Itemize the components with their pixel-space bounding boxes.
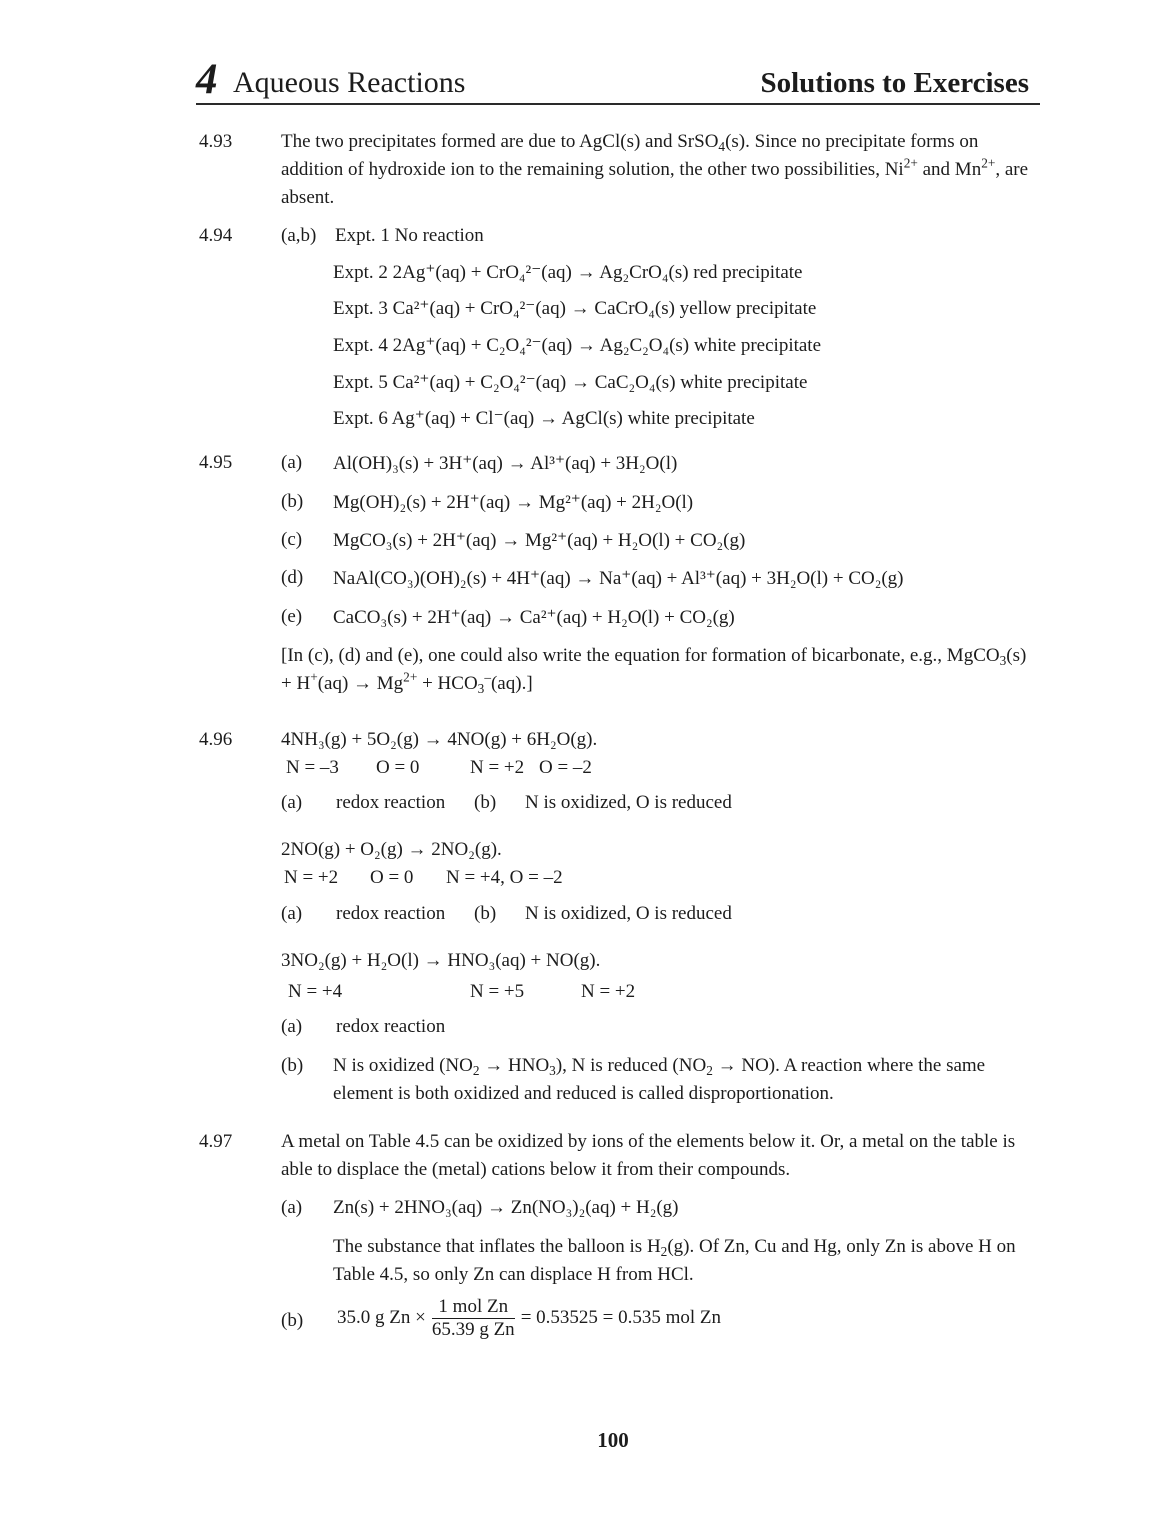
exercise-number: 4.96	[199, 729, 233, 750]
part-label: (a)	[281, 1016, 303, 1037]
fraction-numerator: 1 mol Zn	[432, 1296, 515, 1319]
part-label: (a,b)	[281, 225, 317, 246]
part-label: (a)	[281, 452, 303, 473]
note-text: [In (c), (d) and (e), one could also write the equation for formation of bicarbonate, e.g., MgCO$_3$(s) + $H^+(aq) \to Mg^{2+} + HCO_3^-(aq)$.]	[281, 645, 1027, 696]
part-label: (d)	[281, 567, 304, 588]
answer-text: redox reaction	[336, 792, 446, 813]
equation: Zn(s) + 2HNO₃(aq) → Zn(NO₃)₂(aq) + H₂(g)	[333, 1197, 679, 1218]
experiment-line: Expt. 5 Ca²⁺(aq) + C₂O₄²⁻(aq) → CaC₂O₄(s) white precipitate	[333, 372, 808, 393]
calculation	[337, 1296, 721, 1341]
part-label: (a)	[281, 792, 303, 813]
oxidation-number: N = +4	[288, 981, 343, 1002]
part-label: (a)	[281, 1197, 303, 1218]
equation: CaCO₃(s) + 2H⁺(aq) → Ca²⁺(aq) + H₂O(l) + CO₂(g)	[333, 607, 735, 628]
answer-text: redox reaction	[336, 903, 446, 924]
equation: Mg(OH)₂(s) + 2H⁺(aq) → Mg²⁺(aq) + 2H₂O(l)	[333, 492, 694, 513]
exercise-number: 4.94	[199, 225, 233, 246]
part-label: (b)	[474, 903, 497, 924]
oxidation-number: N = –3	[286, 757, 339, 778]
exercise-number: 4.97	[199, 1131, 233, 1152]
fraction-denominator: 65.39 g Zn	[431, 1319, 515, 1340]
part-label: (b)	[474, 792, 497, 813]
calc-result: = 0.53525 = 0.535 mol Zn	[520, 1306, 722, 1328]
part-label: (c)	[281, 529, 303, 550]
equation: Al(OH)₃(s) + 3H⁺(aq) → Al³⁺(aq) + 3H₂O(l)	[333, 453, 678, 474]
oxidation-number: N = +5	[470, 981, 525, 1002]
exercise-number: 4.95	[199, 452, 233, 473]
experiment-line: Expt. 3 Ca²⁺(aq) + CrO₄²⁻(aq) → CaCrO₄(s) yellow precipitate	[333, 298, 817, 319]
calc-given: 35.0 g Zn ×	[337, 1306, 426, 1328]
equation: 3NO₂(g) + H₂O(l) → HNO₃(aq) + NO(g).	[281, 950, 601, 971]
exercise-text: The two precipitates formed are due to AgCl(s) and SrSO$_4$(s). Since no precipitate forms on addition of hydroxide ion to the remaining solution, the other two possibilities, $Ni^{2+}$ and $Mn^{2+}$, are absent.	[281, 131, 1029, 208]
experiment-line: Expt. 6 Ag⁺(aq) + Cl⁻(aq) → AgCl(s) white precipitate	[333, 408, 755, 429]
oxidation-number: O = –2	[539, 757, 592, 778]
exercise-text: A metal on Table 4.5 can be oxidized by ions of the elements below it. Or, a metal on the table is able to displace the (metal) cations below it from their compounds.	[281, 1131, 1016, 1180]
page-number: 100	[597, 1428, 629, 1452]
part-label: (b)	[281, 1055, 304, 1076]
exercise-number: 4.93	[199, 131, 233, 152]
oxidation-number: O = 0	[370, 867, 414, 888]
experiment-line: Expt. 4 2Ag⁺(aq) + C₂O₄²⁻(aq) → Ag₂C₂O₄(s) white precipitate	[333, 335, 822, 356]
oxidation-number: N = +2	[470, 757, 525, 778]
equation: NaAl(CO₃)(OH)₂(s) + 4H⁺(aq) → Na⁺(aq) + Al³⁺(aq) + 3H₂O(l) + CO₂(g)	[333, 568, 904, 589]
oxidation-number: O = 0	[376, 757, 420, 778]
answer-text: redox reaction	[336, 1016, 446, 1037]
chapter-title: Aqueous Reactions	[233, 66, 466, 99]
chapter-number: 4	[196, 56, 218, 103]
oxidation-number: N = +2	[581, 981, 636, 1002]
answer-text: N is oxidized $(NO_2 \to HNO_3)$, N is reduced $(NO_2 \to NO)$. A reaction where the same element is both oxidized and reduced is called disproportionation.	[333, 1055, 986, 1104]
experiment-line: Expt. 1 No reaction	[335, 225, 484, 246]
conversion-fraction	[432, 1296, 515, 1341]
equation: MgCO₃(s) + 2H⁺(aq) → Mg²⁺(aq) + H₂O(l) + CO₂(g)	[333, 530, 746, 551]
equation: 2NO(g) + O₂(g) → 2NO₂(g).	[281, 839, 502, 860]
part-label: (e)	[281, 606, 303, 627]
answer-text: The substance that inflates the balloon is $H_2(g)$. Of Zn, Cu and Hg, only Zn is above H on Table 4.5, so only Zn can displace H from HCl.	[333, 1236, 1016, 1285]
part-label: (b)	[281, 491, 304, 512]
section-title: Solutions to Exercises	[760, 67, 1029, 99]
equation: 4NH₃(g) + 5O₂(g) → 4NO(g) + 6H₂O(g).	[281, 729, 598, 750]
header-rule	[196, 103, 1040, 105]
part-label: (b)	[281, 1310, 304, 1331]
answer-text: N is oxidized, O is reduced	[525, 903, 732, 924]
part-label: (a)	[281, 903, 303, 924]
oxidation-number: N = +2	[284, 867, 339, 888]
oxidation-number: N = +4, O = –2	[446, 867, 563, 888]
answer-text: N is oxidized, O is reduced	[525, 792, 732, 813]
experiment-line: Expt. 2 2Ag⁺(aq) + CrO₄²⁻(aq) → Ag₂CrO₄(s) red precipitate	[333, 262, 803, 283]
